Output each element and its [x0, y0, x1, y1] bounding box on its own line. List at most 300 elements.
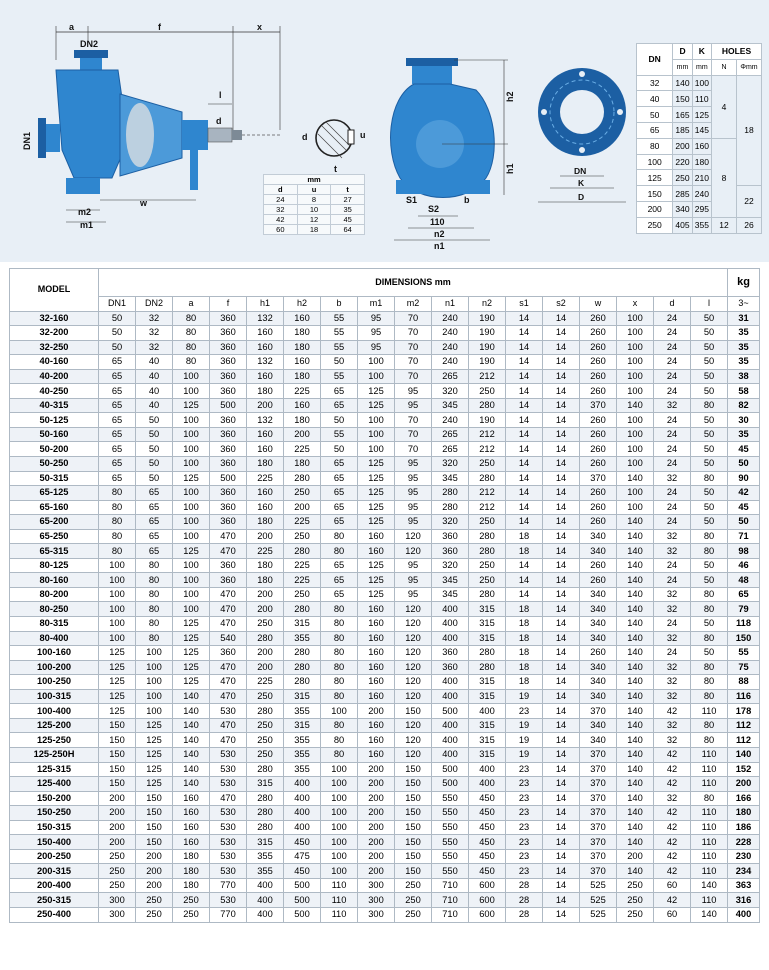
dimension-cell: 80 [173, 311, 210, 326]
flange-view [532, 64, 632, 212]
label-s1: S1 [406, 195, 418, 205]
dimension-cell: 95 [395, 587, 432, 602]
label-flange-k: K [578, 178, 585, 188]
dimension-cell: 300 [99, 907, 136, 922]
table-row [10, 762, 760, 777]
dimension-cell: 140 [617, 864, 654, 879]
dimension-cell: 280 [469, 660, 506, 675]
dimension-cell: 260 [580, 326, 617, 341]
dimension-cell: 110 [691, 777, 728, 792]
dimension-cell: 28 [506, 907, 543, 922]
dimension-cell: 140 [173, 718, 210, 733]
dimension-cell: 150 [99, 733, 136, 748]
model-cell: 80-125 [10, 558, 99, 573]
dimension-cell: 65 [136, 486, 173, 501]
dimension-cell: 40 [136, 398, 173, 413]
dimension-cell: 160 [247, 486, 284, 501]
dimension-cell: 125 [136, 777, 173, 792]
dimension-cell: 42 [654, 762, 691, 777]
dimension-cell: 340 [580, 587, 617, 602]
dimension-cell: 140 [617, 558, 654, 573]
dimension-cell: 100 [173, 457, 210, 472]
dimension-cell: 14 [506, 515, 543, 530]
dimension-cell: 125 [173, 471, 210, 486]
model-cell: 150-250 [10, 806, 99, 821]
dimension-cell: 150 [395, 820, 432, 835]
dimension-cell: 180 [284, 413, 321, 428]
shaft-table-cell: 64 [331, 225, 365, 235]
table-row [10, 835, 760, 850]
model-cell: 50-200 [10, 442, 99, 457]
dimension-cell: 14 [506, 384, 543, 399]
dimension-cell: 500 [432, 762, 469, 777]
weight-cell: 112 [728, 733, 760, 748]
table-row [10, 529, 760, 544]
dimension-cell: 100 [136, 689, 173, 704]
dimension-cell: 28 [506, 893, 543, 908]
shaft-table-row [264, 205, 365, 215]
dimension-cell: 280 [469, 646, 506, 661]
dimension-cell: 80 [136, 558, 173, 573]
dimension-cell: 32 [654, 471, 691, 486]
dimension-cell: 200 [358, 820, 395, 835]
dimension-cell: 14 [543, 762, 580, 777]
flange-table-row [637, 217, 762, 233]
shaft-header-u: u [297, 185, 331, 195]
flange-cell-dn: 50 [637, 107, 673, 123]
dimension-cell: 360 [210, 486, 247, 501]
weight-cell: 228 [728, 835, 760, 850]
dimension-cell: 140 [617, 544, 654, 559]
dimension-cell: 28 [506, 878, 543, 893]
dimension-cell: 160 [284, 311, 321, 326]
dimension-cell: 225 [247, 675, 284, 690]
dimension-cell: 140 [617, 777, 654, 792]
dimension-cell: 50 [136, 442, 173, 457]
dimension-cell: 50 [691, 311, 728, 326]
dimension-cell: 120 [395, 602, 432, 617]
dimension-cell: 400 [432, 631, 469, 646]
dimension-cell: 370 [580, 835, 617, 850]
dimension-cell: 260 [580, 515, 617, 530]
dimension-cell: 140 [617, 675, 654, 690]
dimension-cell: 50 [691, 558, 728, 573]
dimension-cell: 280 [284, 471, 321, 486]
dimension-cell: 32 [654, 398, 691, 413]
dimension-cell: 110 [321, 907, 358, 922]
dimension-cell: 400 [284, 806, 321, 821]
dimension-cell: 80 [691, 675, 728, 690]
weight-cell: 200 [728, 777, 760, 792]
dimension-cell: 19 [506, 718, 543, 733]
flange-header-d: D [673, 44, 692, 60]
dimension-cell: 125 [136, 762, 173, 777]
shaft-table-cell: 8 [297, 195, 331, 205]
dimension-cell: 14 [543, 384, 580, 399]
dimension-cell: 100 [321, 806, 358, 821]
model-cell: 150-400 [10, 835, 99, 850]
weight-cell: 82 [728, 398, 760, 413]
dimension-cell: 200 [617, 849, 654, 864]
dimension-cell: 315 [284, 718, 321, 733]
label-flange-dn: DN [574, 166, 587, 176]
flange-holes-n: 12 [711, 217, 736, 233]
dimension-cell: 212 [469, 486, 506, 501]
dimension-cell: 100 [358, 369, 395, 384]
dimension-cell: 24 [654, 340, 691, 355]
dimension-cell: 14 [506, 326, 543, 341]
dimension-cell: 18 [506, 675, 543, 690]
model-cell: 65-250 [10, 529, 99, 544]
shaft-table-cell: 35 [331, 205, 365, 215]
dimension-cell: 80 [691, 733, 728, 748]
flange-cell-d: 140 [673, 75, 692, 91]
dimension-cell: 110 [691, 762, 728, 777]
dimension-cell: 470 [210, 791, 247, 806]
model-cell: 80-160 [10, 573, 99, 588]
dimension-cell: 250 [469, 573, 506, 588]
dimension-cell: 140 [691, 878, 728, 893]
dimension-cell: 65 [321, 573, 358, 588]
weight-cell: 48 [728, 573, 760, 588]
dimension-cell: 100 [358, 355, 395, 370]
dimension-cell: 19 [506, 733, 543, 748]
dimension-cell: 140 [173, 733, 210, 748]
dimension-cell: 50 [691, 617, 728, 632]
dimension-cell: 80 [691, 587, 728, 602]
dimension-cell: 400 [432, 602, 469, 617]
dimension-cell: 280 [247, 791, 284, 806]
dimension-cell: 80 [136, 631, 173, 646]
dimension-cell: 450 [469, 864, 506, 879]
dimension-cell: 200 [99, 835, 136, 850]
weight-cell: 30 [728, 413, 760, 428]
dimension-cell: 450 [469, 820, 506, 835]
dimension-cell: 32 [654, 791, 691, 806]
dimension-cell: 250 [247, 689, 284, 704]
dimension-cell: 300 [99, 893, 136, 908]
dimension-cell: 100 [617, 340, 654, 355]
dimension-cell: 95 [395, 558, 432, 573]
dimension-cell: 340 [580, 602, 617, 617]
dimension-cell: 40 [136, 384, 173, 399]
dimension-cell: 212 [469, 369, 506, 384]
dimension-cell: 100 [99, 631, 136, 646]
dimension-cell: 150 [395, 835, 432, 850]
dimension-cell: 50 [321, 413, 358, 428]
dimension-cell: 80 [691, 471, 728, 486]
dimension-cell: 240 [432, 413, 469, 428]
dimension-cell: 80 [321, 689, 358, 704]
dimension-cell: 125 [173, 631, 210, 646]
model-cell: 32-200 [10, 326, 99, 341]
pump-side-view [0, 0, 290, 262]
flange-header-holes: HOLES [711, 44, 761, 60]
dimension-cell: 400 [469, 762, 506, 777]
dimension-cell: 80 [136, 617, 173, 632]
dimension-cell: 160 [358, 529, 395, 544]
dimension-cell: 260 [580, 311, 617, 326]
dimension-cell: 320 [432, 457, 469, 472]
weight-cell: 88 [728, 675, 760, 690]
dimension-cell: 370 [580, 820, 617, 835]
dimension-cell: 110 [691, 806, 728, 821]
column-header-s2: s2 [543, 297, 580, 312]
dimension-cell: 160 [358, 747, 395, 762]
dimension-cell: 14 [543, 573, 580, 588]
label-w: w [140, 198, 148, 208]
dimension-cell: 345 [432, 573, 469, 588]
weight-cell: 38 [728, 369, 760, 384]
dimension-cell: 100 [617, 369, 654, 384]
model-cell: 40-315 [10, 398, 99, 413]
shaft-table-cell: 45 [331, 215, 365, 225]
dimension-cell: 140 [173, 704, 210, 719]
model-cell: 150-200 [10, 791, 99, 806]
dimension-cell: 200 [358, 704, 395, 719]
dimension-cell: 100 [617, 355, 654, 370]
dimension-cell: 710 [432, 878, 469, 893]
column-header-s1: s1 [506, 297, 543, 312]
table-row [10, 646, 760, 661]
dimension-cell: 50 [691, 427, 728, 442]
dimension-cell: 225 [247, 471, 284, 486]
dimension-cell: 80 [691, 544, 728, 559]
dimension-cell: 265 [432, 369, 469, 384]
dimension-cell: 250 [284, 587, 321, 602]
dimension-cell: 370 [580, 806, 617, 821]
dimension-cell: 355 [284, 631, 321, 646]
dimension-cell: 345 [432, 471, 469, 486]
model-cell: 65-200 [10, 515, 99, 530]
dimension-cell: 140 [173, 777, 210, 792]
dimension-cell: 200 [247, 587, 284, 602]
label-h1: h1 [505, 163, 515, 174]
dimension-cell: 180 [173, 878, 210, 893]
flange-header-dn: DN [637, 44, 673, 76]
flange-header-n: N [711, 59, 736, 75]
dimension-cell: 200 [358, 835, 395, 850]
flange-cell-dn: 250 [637, 217, 673, 233]
dimension-cell: 260 [580, 558, 617, 573]
dimension-cell: 400 [469, 704, 506, 719]
dimension-cell: 150 [99, 762, 136, 777]
dimension-cell: 500 [284, 893, 321, 908]
dimension-cell: 70 [395, 413, 432, 428]
dimension-cell: 250 [469, 515, 506, 530]
weight-cell: 35 [728, 355, 760, 370]
dimension-cell: 470 [210, 587, 247, 602]
flange-cell-k: 160 [692, 138, 711, 154]
dimension-cell: 250 [469, 558, 506, 573]
dimension-cell: 60 [654, 878, 691, 893]
dimension-cell: 160 [358, 617, 395, 632]
dimension-cell: 95 [395, 398, 432, 413]
dimension-cell: 18 [506, 617, 543, 632]
dimension-cell: 500 [210, 398, 247, 413]
dimension-cell: 120 [395, 617, 432, 632]
dimension-cell: 14 [543, 355, 580, 370]
model-cell: 80-250 [10, 602, 99, 617]
dimension-cell: 140 [617, 631, 654, 646]
dimension-cell: 160 [247, 369, 284, 384]
weight-cell: 35 [728, 326, 760, 341]
dimension-cell: 260 [580, 355, 617, 370]
dimension-cell: 80 [321, 631, 358, 646]
table-row [10, 311, 760, 326]
dimension-cell: 160 [173, 791, 210, 806]
dimension-cell: 300 [358, 907, 395, 922]
drawing-panel [0, 0, 769, 262]
flange-unit-d: mm [673, 59, 692, 75]
flange-holes-n: 4 [711, 75, 736, 138]
dimension-cell: 80 [321, 747, 358, 762]
flange-unit-k: mm [692, 59, 711, 75]
dimension-cell: 24 [654, 442, 691, 457]
dimension-cell: 65 [136, 515, 173, 530]
dimension-cell: 140 [617, 689, 654, 704]
dimension-cell: 315 [469, 602, 506, 617]
weight-cell: 31 [728, 311, 760, 326]
dimension-cell: 42 [654, 704, 691, 719]
dimension-cell: 80 [136, 602, 173, 617]
dimension-cell: 150 [395, 791, 432, 806]
dimension-cell: 65 [321, 457, 358, 472]
dimension-cell: 125 [358, 398, 395, 413]
dimension-cell: 280 [469, 529, 506, 544]
dimension-cell: 80 [173, 355, 210, 370]
dimension-cell: 23 [506, 762, 543, 777]
dimension-cell: 14 [506, 340, 543, 355]
dimension-cell: 315 [247, 777, 284, 792]
weight-cell: 230 [728, 849, 760, 864]
dimension-cell: 260 [580, 384, 617, 399]
dimension-cell: 600 [469, 907, 506, 922]
dimension-cell: 100 [321, 704, 358, 719]
dimension-cell: 530 [210, 864, 247, 879]
dimension-cell: 100 [321, 864, 358, 879]
dimension-cell: 125 [136, 747, 173, 762]
flange-cell-d: 220 [673, 154, 692, 170]
dimension-cell: 14 [543, 835, 580, 850]
dimension-cell: 100 [99, 602, 136, 617]
dimension-cell: 24 [654, 457, 691, 472]
dimension-cell: 180 [247, 515, 284, 530]
dimension-cell: 360 [210, 500, 247, 515]
dimension-cell: 280 [284, 675, 321, 690]
dimension-cell: 360 [210, 573, 247, 588]
dimension-cell: 42 [654, 820, 691, 835]
dimension-cell: 125 [173, 646, 210, 661]
model-cell: 100-160 [10, 646, 99, 661]
dimension-cell: 260 [580, 500, 617, 515]
model-cell: 150-315 [10, 820, 99, 835]
dimension-cell: 250 [617, 893, 654, 908]
dimension-cell: 80 [321, 617, 358, 632]
shaft-table-cell: 24 [264, 195, 298, 205]
table-row [10, 486, 760, 501]
weight-cell: 35 [728, 427, 760, 442]
table-row [10, 864, 760, 879]
model-cell: 100-315 [10, 689, 99, 704]
dimension-cell: 450 [469, 806, 506, 821]
dimension-cell: 370 [580, 747, 617, 762]
flange-cell-d: 250 [673, 170, 692, 186]
dimension-cell: 160 [358, 660, 395, 675]
table-row [10, 457, 760, 472]
label-t: t [334, 164, 337, 174]
dimension-cell: 50 [99, 311, 136, 326]
dimension-cell: 42 [654, 835, 691, 850]
label-u: u [360, 130, 366, 140]
dimension-cell: 125 [99, 675, 136, 690]
table-row [10, 340, 760, 355]
dimension-cell: 80 [321, 733, 358, 748]
dimension-cell: 23 [506, 806, 543, 821]
dimension-cell: 550 [432, 820, 469, 835]
table-row [10, 689, 760, 704]
dimension-cell: 100 [617, 311, 654, 326]
table-row [10, 398, 760, 413]
dimension-cell: 60 [654, 907, 691, 922]
table-row [10, 820, 760, 835]
dimension-cell: 260 [580, 369, 617, 384]
dimension-cell: 400 [432, 675, 469, 690]
dimension-cell: 530 [210, 849, 247, 864]
dimension-cell: 370 [580, 704, 617, 719]
dimension-cell: 355 [284, 733, 321, 748]
dimension-cell: 370 [580, 849, 617, 864]
dimension-cell: 14 [543, 660, 580, 675]
dimension-cell: 24 [654, 413, 691, 428]
dimension-cell: 150 [99, 777, 136, 792]
dimension-cell: 530 [210, 747, 247, 762]
label-d: d [216, 116, 222, 126]
dimension-cell: 550 [432, 791, 469, 806]
dimension-cell: 110 [691, 849, 728, 864]
dimension-cell: 100 [173, 486, 210, 501]
dimension-cell: 100 [321, 762, 358, 777]
dimension-cell: 360 [432, 646, 469, 661]
dimension-cell: 32 [654, 587, 691, 602]
model-cell: 250-400 [10, 907, 99, 922]
dimension-cell: 150 [136, 835, 173, 850]
dimension-cell: 360 [210, 340, 247, 355]
dimension-cell: 23 [506, 704, 543, 719]
table-row [10, 849, 760, 864]
dimension-cell: 280 [247, 704, 284, 719]
flange-cell-k: 145 [692, 122, 711, 138]
dimension-cell: 160 [358, 675, 395, 690]
flange-cell-d: 165 [673, 107, 692, 123]
dimension-cell: 100 [173, 602, 210, 617]
dimension-cell: 100 [136, 675, 173, 690]
dimension-cell: 360 [210, 515, 247, 530]
dimension-cell: 24 [654, 355, 691, 370]
dimension-cell: 95 [395, 486, 432, 501]
dimension-cell: 550 [432, 864, 469, 879]
dimension-cell: 42 [654, 806, 691, 821]
model-cell: 50-250 [10, 457, 99, 472]
dimension-cell: 19 [506, 747, 543, 762]
dimension-cell: 160 [173, 806, 210, 821]
dimension-cell: 125 [358, 457, 395, 472]
dimension-cell: 18 [506, 646, 543, 661]
model-cell: 50-315 [10, 471, 99, 486]
model-cell: 200-315 [10, 864, 99, 879]
label-n2: n2 [434, 229, 445, 239]
shaft-header-t: t [331, 185, 365, 195]
